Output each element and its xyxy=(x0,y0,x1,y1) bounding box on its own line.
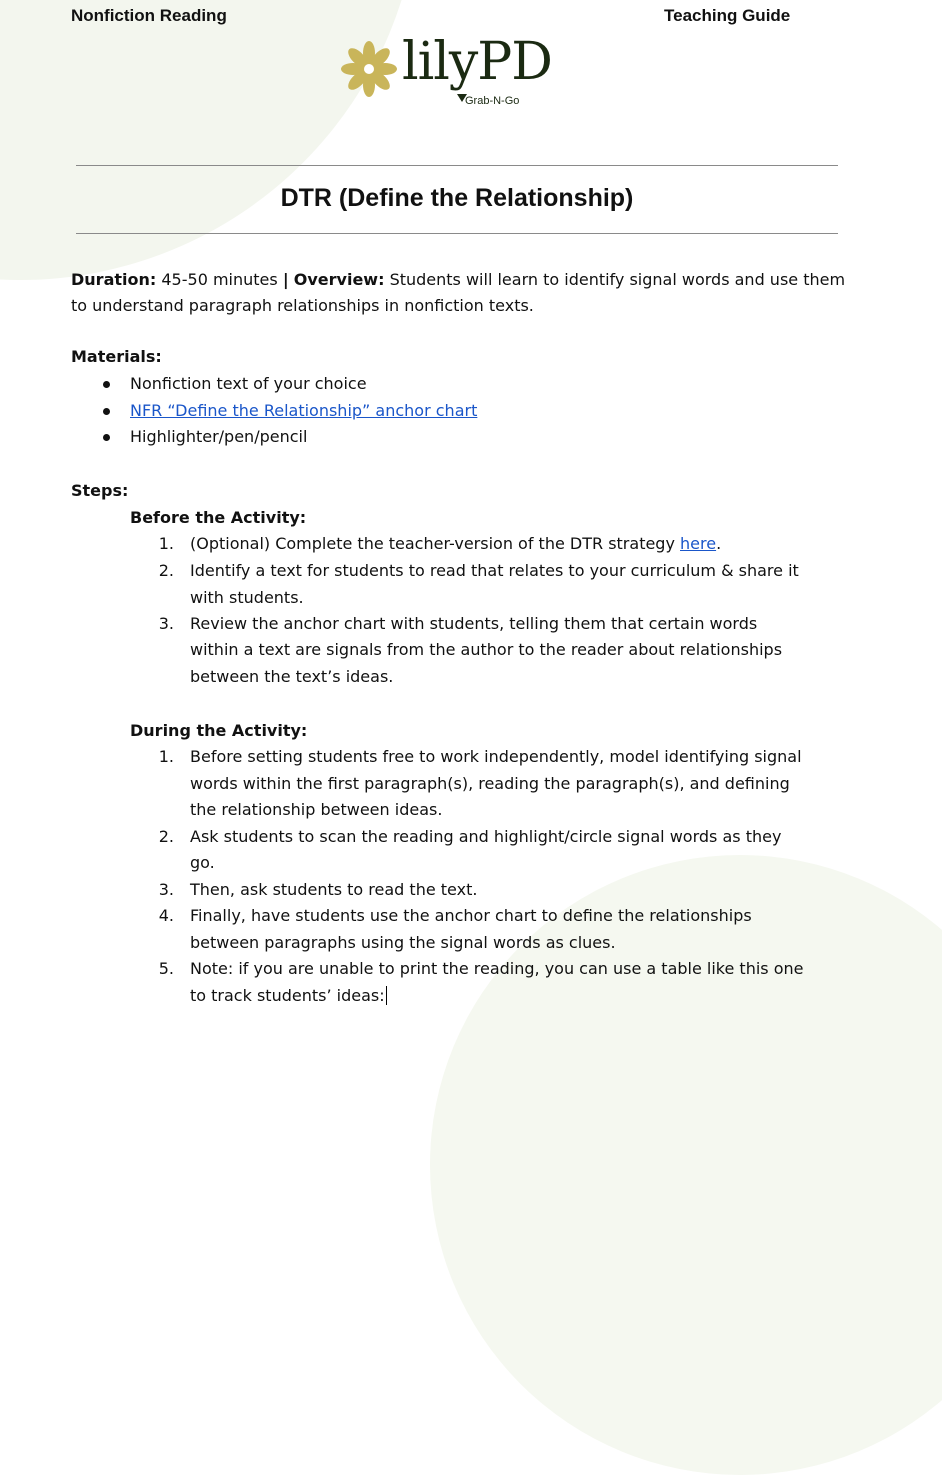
duration-value: 45-50 minutes xyxy=(161,270,278,289)
title-divider-bottom xyxy=(76,233,838,234)
before-activity-heading: Before the Activity: xyxy=(130,508,307,527)
before-step-1-tail: . xyxy=(716,534,722,553)
bullet-icon xyxy=(103,434,110,441)
before-step-3-line-1: Review the anchor chart with students, telling them that certain words xyxy=(190,614,758,633)
lily-flower-icon xyxy=(340,40,398,98)
teacher-version-link[interactable]: here xyxy=(680,534,717,553)
header-left-label: Nonfiction Reading xyxy=(71,6,227,25)
step-number: 2. xyxy=(158,827,174,846)
before-step-3-line-2: within a text are signals from the author to the reader about relationships xyxy=(190,640,783,659)
lilypd-logo xyxy=(340,32,580,110)
before-step-2-line-1: Identify a text for students to read that relates to your curriculum & share it xyxy=(190,561,799,580)
before-step-1 xyxy=(190,531,721,558)
intro-separator: | xyxy=(282,270,289,289)
during-step-5-line-1: Note: if you are unable to print the reading, you can use a table like this one xyxy=(190,959,804,978)
title-divider-top xyxy=(76,165,838,166)
page-title: DTR (Define the Relationship) xyxy=(280,184,634,212)
during-step-2-line-2: go. xyxy=(190,853,215,872)
step-number: 3. xyxy=(158,880,174,899)
step-number: 5. xyxy=(158,959,174,978)
anchor-chart-link[interactable]: NFR “Define the Relationship” anchor chart xyxy=(130,401,478,420)
materials-heading: Materials: xyxy=(71,347,162,366)
material-item: Nonfiction text of your choice xyxy=(130,374,367,393)
before-step-2-line-2: with students. xyxy=(190,588,304,607)
header-right-label: Teaching Guide xyxy=(664,6,791,25)
step-number: 2. xyxy=(158,561,174,580)
step-number: 1. xyxy=(158,747,174,766)
during-step-4-line-2: between paragraphs using the signal words as clues. xyxy=(190,933,616,952)
step-number: 1. xyxy=(158,534,174,553)
during-step-4-line-1: Finally, have students use the anchor chart to define the relationships xyxy=(190,906,752,925)
step-number: 3. xyxy=(158,614,174,633)
bullet-icon xyxy=(103,408,110,415)
before-step-1-text: (Optional) Complete the teacher-version of the DTR strategy xyxy=(190,534,681,553)
overview-label: Overview: xyxy=(293,270,385,289)
during-step-1-line-3: the relationship between ideas. xyxy=(190,800,443,819)
intro-line-1 xyxy=(71,267,845,294)
overview-text-2: to understand paragraph relationships in nonfiction texts. xyxy=(71,296,534,315)
material-item: Highlighter/pen/pencil xyxy=(130,427,308,446)
overview-text-1: Students will learn to identify signal words and use them xyxy=(389,270,846,289)
during-step-5-line-2-text: to track students’ ideas: xyxy=(190,986,385,1005)
text-cursor xyxy=(386,986,388,1005)
logo-tagline: Grab-N-Go xyxy=(465,95,520,107)
step-number: 4. xyxy=(158,906,174,925)
during-step-1-line-2: words within the first paragraph(s), reading the paragraph(s), and defining xyxy=(190,774,790,793)
during-step-3-line-1: Then, ask students to read the text. xyxy=(190,880,478,899)
during-step-5-line-2[interactable] xyxy=(190,983,387,1010)
bullet-icon xyxy=(103,381,110,388)
during-step-2-line-1: Ask students to scan the reading and highlight/circle signal words as they xyxy=(190,827,782,846)
logo-wordmark: lilyPD xyxy=(402,32,552,92)
duration-label: Duration: xyxy=(71,270,157,289)
steps-heading: Steps: xyxy=(71,481,129,500)
before-step-3-line-3: between the text’s ideas. xyxy=(190,667,394,686)
during-step-1-line-1: Before setting students free to work independently, model identifying signal xyxy=(190,747,802,766)
during-activity-heading: During the Activity: xyxy=(130,721,308,740)
